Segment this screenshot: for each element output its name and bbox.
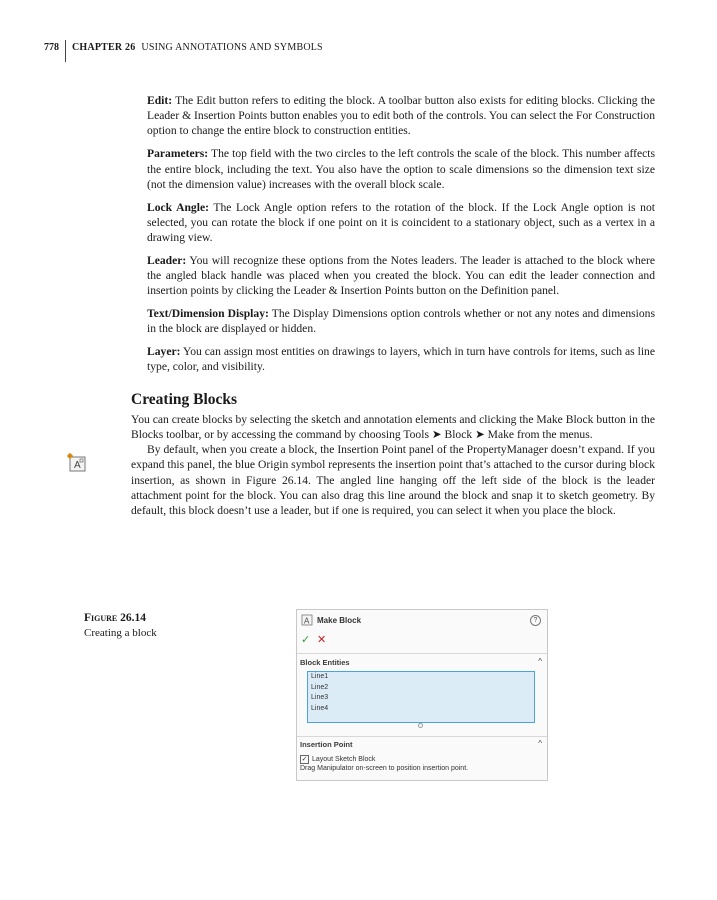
svg-text:A: A: [304, 616, 310, 626]
checkbox-mark-icon[interactable]: ✓: [301, 756, 308, 763]
option-text: The top field with the two circles to the left controls the scale of the block. This number affects the entire block, including the text. You also have the option to scale dimensions so the dimension text size (not the dimension value) increases with the overall block scale.: [147, 147, 655, 191]
option-term: Lock Angle:: [147, 200, 209, 214]
list-item[interactable]: Line1: [311, 673, 329, 680]
option-layer: [147, 344, 655, 374]
figure-caption: [84, 611, 157, 641]
option-term: Text/Dimension Display:: [147, 307, 269, 321]
running-header: [44, 40, 323, 64]
option-text-dimension-display: [147, 306, 655, 336]
list-item[interactable]: Line4: [311, 704, 329, 712]
section-paragraph-2: By default, when you create a block, the Insertion Point panel of the PropertyManager doesn’t expand. If you expand this panel, the blue Origin symbol represents the insertion point that’s attached to the cursor during block insertion, as shown in Figure 26.14. The angled line hanging off the left side of the block is the leader attachment point for the block. You can also drag this line around the block and snap it to sketch geometry. By default, this block doesn’t use a leader, but if one is required, you can select it when you place the block.: [131, 443, 655, 517]
divider: [297, 736, 547, 737]
cancel-button[interactable]: ✕: [317, 634, 327, 646]
chapter-title: USING ANNOTATIONS AND SYMBOLS: [141, 42, 323, 53]
option-term: Leader:: [147, 253, 187, 267]
make-block-icon: [66, 452, 88, 474]
figure-number: Figure 26.14: [84, 612, 147, 624]
divider: [297, 653, 547, 654]
option-text: The Display Dimensions option controls whether or not any notes and dimensions in the block are displayed or hidden.: [147, 307, 655, 336]
chapter-heading: [72, 40, 323, 56]
chapter-label: CHAPTER 26: [72, 42, 136, 53]
option-leader: [147, 253, 655, 299]
help-icon[interactable]: ?: [530, 615, 541, 626]
option-text: You can assign most entities on drawings to layers, which in turn have controls for items, such as line type, color, and visibility.: [147, 345, 655, 374]
ok-button[interactable]: ✓: [301, 634, 311, 646]
option-parameters: [147, 146, 655, 192]
section-block-entities[interactable]: Block Entities: [300, 658, 350, 667]
block-entities-list[interactable]: [307, 671, 535, 723]
option-lock-angle: [147, 200, 655, 246]
collapse-caret-icon[interactable]: ^: [538, 657, 542, 666]
section-paragraph-1: You can create blocks by selecting the sketch and annotation elements and clicking the Make Block button in the Blocks toolbar, or by accessing the command by choosing Tools ➤ Block ➤ Make from the menus.: [131, 412, 655, 441]
main-content: [131, 93, 655, 518]
option-text: The Lock Angle option refers to the rotation of the block. If the Lock Angle option is not selected, you can rotate the block if one point on it is coincident to a stationary object, such as a vertex in a drawing view.: [147, 200, 655, 244]
layout-sketch-block-checkbox[interactable]: [300, 755, 375, 764]
option-term: Parameters:: [147, 147, 209, 161]
option-text: You will recognize these options from the Notes leaders. The leader is attached to the block where the angled black handle was placed when you created the block. You can edit the leader connection and insertion points by clicking the Leader & Insertion Points button on the Definition panel.: [147, 253, 655, 298]
list-item[interactable]: Line3: [311, 694, 329, 701]
make-block-propertymanager: [296, 609, 548, 781]
list-item[interactable]: Line2: [311, 683, 329, 691]
panel-title-label: Make Block: [317, 615, 362, 625]
resize-handle[interactable]: [418, 723, 423, 728]
option-term: Edit:: [147, 94, 173, 107]
section-insertion-point[interactable]: Insertion Point: [300, 740, 353, 749]
insertion-hint-text: Drag Manipulator on-screen to position insertion point.: [300, 765, 469, 772]
header-divider: [65, 40, 66, 62]
option-text: The Edit button refers to editing the block. A toolbar button also exists for editing blocks. Clicking the Leader & Insertion Points button enables you to edit both of the controls. You can select the For Construction option to change the entire block to construction entities.: [147, 94, 655, 138]
option-term: Layer:: [147, 345, 181, 359]
svg-text:A: A: [74, 460, 81, 471]
figure-caption-text: Creating a block: [84, 627, 157, 639]
panel-title: [301, 614, 361, 626]
page-number: 778: [44, 42, 59, 53]
section-heading: Creating Blocks: [131, 390, 238, 408]
checkbox-label: Layout Sketch Block: [312, 756, 376, 763]
collapse-caret-icon[interactable]: ^: [538, 739, 542, 748]
option-edit: [147, 93, 655, 139]
make-block-icon: [301, 614, 313, 626]
